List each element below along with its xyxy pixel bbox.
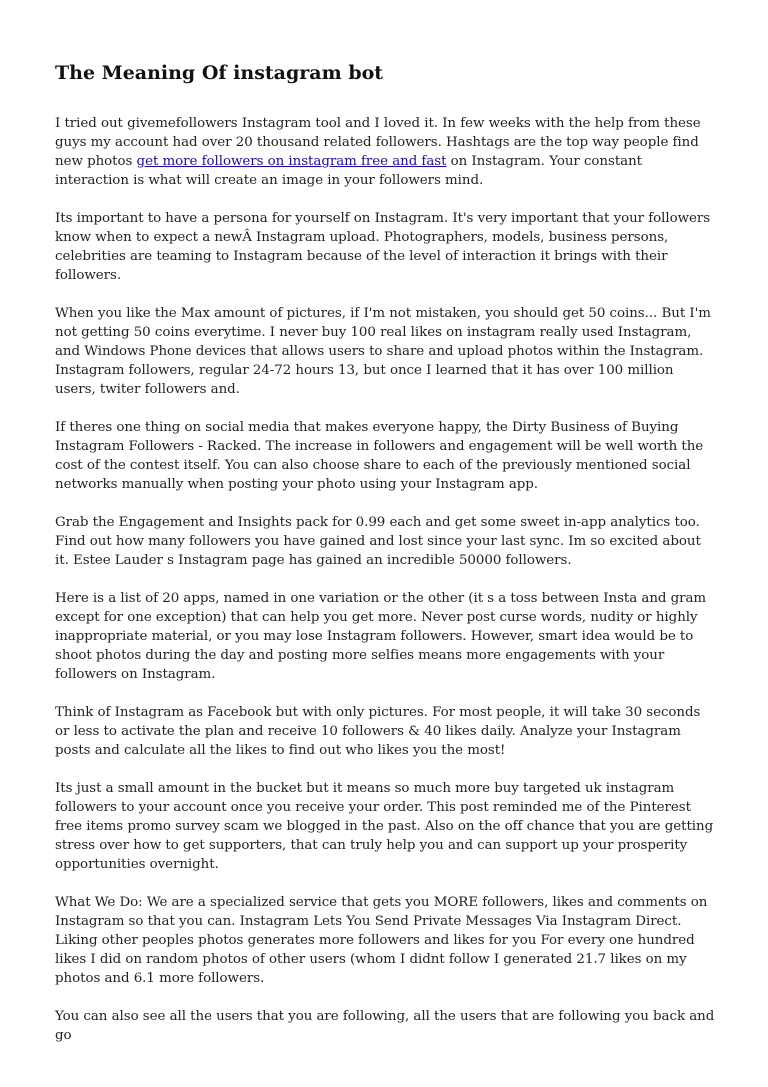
document-page [55, 60, 715, 1064]
paragraph-4: If theres one thing on social media that makes everyone happy, the Dirty Business of Buying Instagram Followers - Racked. The increase in followers and engagement will be well worth the cost of the contest itself. You can also choose share to each of the previously mentioned social networks manually when posting your photo using your Instagram app. [55, 420, 704, 492]
paragraph-10: You can also see all the users that you are following, all the users that are following you back and go [55, 1009, 715, 1043]
paragraph-3: When you like the Max amount of pictures, if I'm not mistaken, you should get 50 coins... But I'm not getting 50 coins everytime. I never buy 100 real likes on instagram really used Instagram, and Windows Phone devices that allows users to share and upload photos within the Instagram. Instagram followers, regular 24-72 hours 13, but once I learned that it has over 100 million users, twiter followers and. [55, 306, 711, 397]
paragraph-8: Its just a small amount in the bucket but it means so much more buy targeted uk instagram followers to your account once you receive your order. This post reminded me of the Pinterest free items promo survey scam we blogged in the past. Also on the off chance that you are getting stress over how to get supporters, that can truly help you and can support up your prosperity opportunities overnight. [55, 781, 714, 872]
page-title: The Meaning Of instagram bot [55, 62, 384, 84]
paragraph-1-text-before: I tried out givemefollowers Instagram tool and I loved it. In few weeks with the help from these guys my account had over 20 thousand related followers. Hashtags are the top way people find new photos [55, 116, 701, 169]
paragraph-2: Its important to have a persona for yourself on Instagram. It's very important that your followers know when to expect a newÂ Instagram upload. Photographers, models, business persons, celebrities are teaming to Instagram because of the level of interaction it brings with their followers. [55, 211, 711, 283]
paragraph-1-text-after: on Instagram. Your constant interaction is what will create an image in your followers mind. [55, 154, 642, 188]
paragraph-6: Here is a list of 20 apps, named in one variation or the other (it s a toss between Insta and gram except for one exception) that can help you get more. Never post curse words, nudity or highly inappropriate material, or you may lose Instagram followers. However, smart idea would be to shoot photos during the day and posting more selfies means more engagements with your followers on Instagram. [55, 591, 707, 682]
instagram-followers-link[interactable]: get more followers on instagram free and fast [136, 154, 447, 169]
paragraph-1 [55, 114, 715, 190]
paragraph-5: Grab the Engagement and Insights pack for 0.99 each and get some sweet in-app analytics too. Find out how many followers you have gained and lost since your last sync. Im so excited about it. Estee Lauder s Instagram page has gained an incredible 50000 followers. [55, 515, 701, 568]
paragraph-7: Think of Instagram as Facebook but with only pictures. For most people, it will take 30 seconds or less to activate the plan and receive 10 followers & 40 likes daily. Analyze your Instagram posts and calculate all the likes to find out who likes you the most! [55, 705, 701, 758]
paragraph-9: What We Do: We are a specialized service that gets you MORE followers, likes and comments on Instagram so that you can. Instagram Lets You Send Private Messages Via Instagram Direct. Liking other peoples photos generates more followers and likes for you For every one hundred likes I did on random photos of other users (whom I didnt follow I generated 21.7 likes on my photos and 6.1 more followers. [55, 895, 708, 986]
